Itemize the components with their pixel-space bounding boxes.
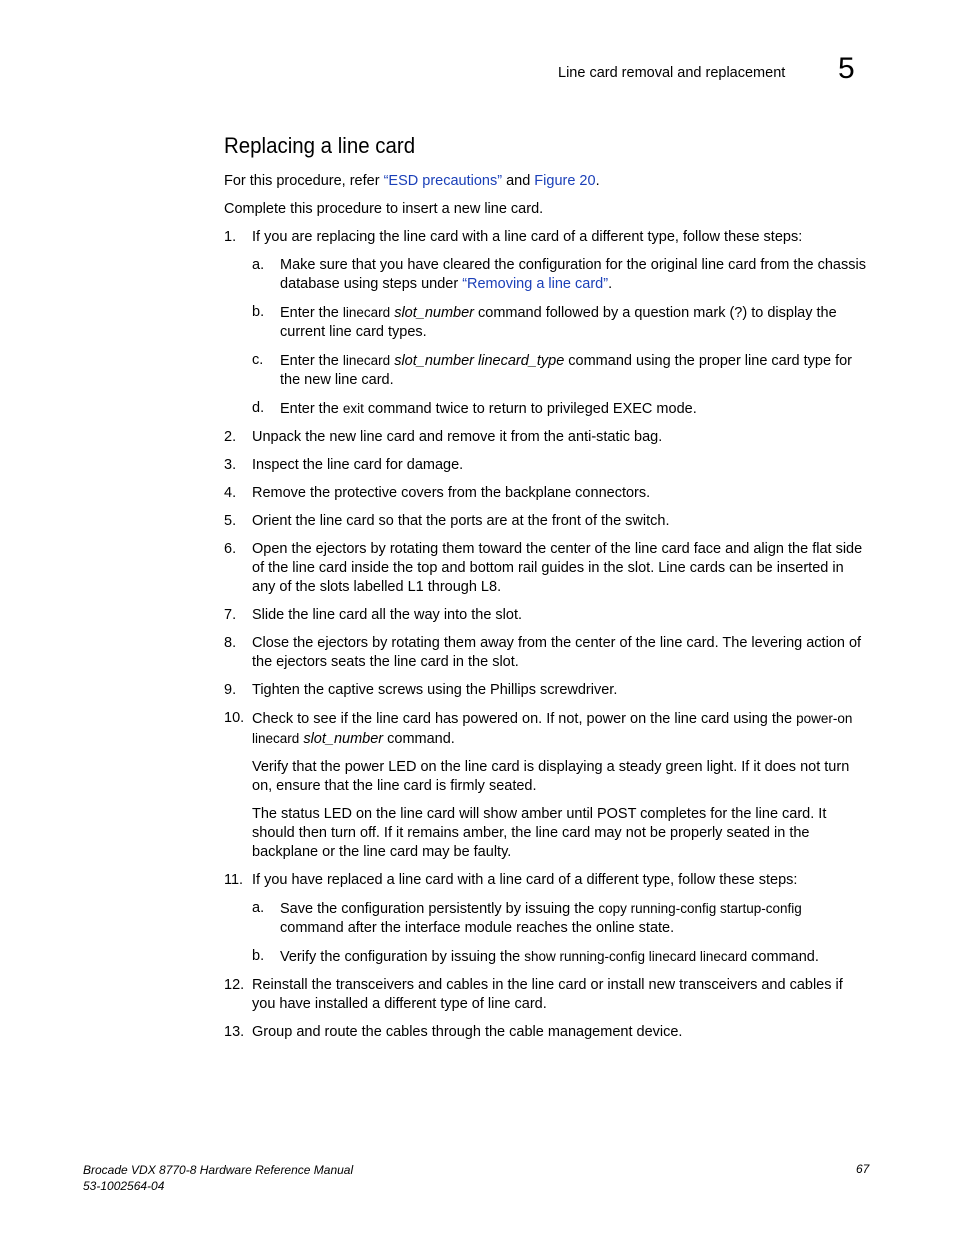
intro-text-end: . [595,173,600,189]
step-text: If you have replaced a line card with a line card of a different type, follow these steps: [252,872,798,888]
substep-text: Save the configuration persistently by issuing the [280,901,599,917]
step-text: Slide the line card all the way into the slot. [252,607,523,623]
step-text: If you are replacing the line card with a line card of a different type, follow these steps: [252,229,803,245]
step-3 [224,456,868,475]
substep-letter: b. [252,948,265,964]
substep-text: Enter the [280,353,343,369]
step-11b [224,947,868,967]
step-5 [224,512,868,531]
section-title: Replacing a line card [224,133,416,158]
substep-letter: c. [252,352,264,368]
substep-text: Enter the [280,305,343,321]
footer-manual-info [83,1162,353,1194]
command-argument: slot_number [394,305,474,321]
step-2 [224,428,868,447]
step-7 [224,606,868,625]
step-text: Tighten the captive screws using the Phillips screwdriver. [252,682,618,698]
step-11 [224,871,868,890]
step-text-end: command. [383,731,455,747]
command-keyword: linecard [342,353,391,368]
command-keyword: linecard [342,305,391,320]
step-number: 6. [224,541,237,557]
intro-text: For this procedure, refer [224,173,384,189]
footer-doc-number: 53-1002564-04 [83,1179,165,1193]
step-13 [224,1023,868,1042]
step-9 [224,681,868,700]
step-text: Unpack the new line card and remove it from the anti-static bag. [252,429,663,445]
step-number: 10. [224,710,245,726]
intro-paragraph [224,172,868,191]
intro-paragraph-2: Complete this procedure to insert a new line card. [224,201,544,217]
step-text: Remove the protective covers from the backplane connectors. [252,485,651,501]
intro-text-and: and [502,173,535,189]
chapter-number: 5 [838,52,855,85]
running-header: Line card removal and replacement [558,65,786,81]
step-1a [224,256,868,294]
esd-precautions-link[interactable]: “ESD precautions” [383,173,503,189]
command-keyword: copy running-config startup-config [598,901,802,916]
step-1c [224,351,868,390]
page-number: 67 [856,1162,870,1176]
substep-text-end: command. [747,949,819,965]
substep-letter: a. [252,900,265,916]
command-keyword: exit [342,401,364,416]
substep-text-end: . [608,276,613,292]
step-text: Reinstall the transceivers and cables in the line card or install new transceivers and cables if you have installed a different type of line card. [252,977,843,1012]
step-text: Open the ejectors by rotating them toward the center of the line card face and align the flat side of the line card inside the top and bottom rail guides in the slot. Line cards can be inserted in any of the slots labelled L1 through L8. [252,541,863,595]
step-12 [224,976,868,1014]
substep-text: Enter the [280,401,343,417]
substep-letter: b. [252,304,265,320]
command-argument: slot_number linecard_type [394,353,565,369]
step-1d [224,399,868,419]
step-number: 7. [224,607,237,623]
footer-manual-title: Brocade VDX 8770-8 Hardware Reference Manual [83,1163,354,1177]
step-number: 1. [224,229,237,245]
step-10-note-1: Verify that the power LED on the line card is displaying a steady green light. If it does not turn on, ensure that the line card is firmly seated. [252,759,850,794]
substep-text-end: command followed by a question mark (?) to display the current line card types. [280,305,837,340]
figure-20-link[interactable]: Figure 20 [534,173,596,189]
step-1 [224,228,868,247]
step-number: 5. [224,513,237,529]
step-number: 4. [224,485,237,501]
procedure-content [224,172,868,1051]
substep-text-end: command using the proper line card type for the new line card. [280,353,852,388]
substep-text-end: command twice to return to privileged EXEC mode. [363,401,697,417]
command-keyword: show running-config linecard linecard [524,949,748,964]
step-number: 8. [224,635,237,651]
step-1b [224,303,868,342]
step-8 [224,634,868,672]
step-11a [224,899,868,938]
substep-letter: a. [252,257,265,273]
step-4 [224,484,868,503]
step-number: 2. [224,429,237,445]
substep-letter: d. [252,400,265,416]
step-text: Orient the line card so that the ports are at the front of the switch. [252,513,670,529]
step-text: Close the ejectors by rotating them away from the center of the line card. The levering action of the ejectors seats the line card in the slot. [252,635,862,670]
command-argument: slot_number [303,731,384,747]
step-10 [224,709,868,749]
removing-line-card-link[interactable]: “Removing a line card” [462,276,609,292]
substep-text: Make sure that you have cleared the configuration for the original line card from the chassis database using steps under [280,257,866,292]
step-number: 3. [224,457,237,473]
step-text: Check to see if the line card has powered on. If not, power on the line card using the [252,711,797,727]
step-number: 12. [224,977,245,993]
substep-text-end: command after the interface module reaches the online state. [280,920,675,936]
step-10-note-2: The status LED on the line card will show amber until POST completes for the line card. It should then turn off. If it remains amber, the line card may not be properly seated in the backplane or the line card may be faulty. [252,806,827,860]
step-number: 11. [224,872,244,888]
step-number: 13. [224,1024,245,1040]
substep-text: Verify the configuration by issuing the [280,949,525,965]
step-6 [224,540,868,597]
step-number: 9. [224,682,237,698]
step-text: Group and route the cables through the cable management device. [252,1024,683,1040]
command-keyword: power-on linecard [252,711,853,746]
step-text: Inspect the line card for damage. [252,457,464,473]
